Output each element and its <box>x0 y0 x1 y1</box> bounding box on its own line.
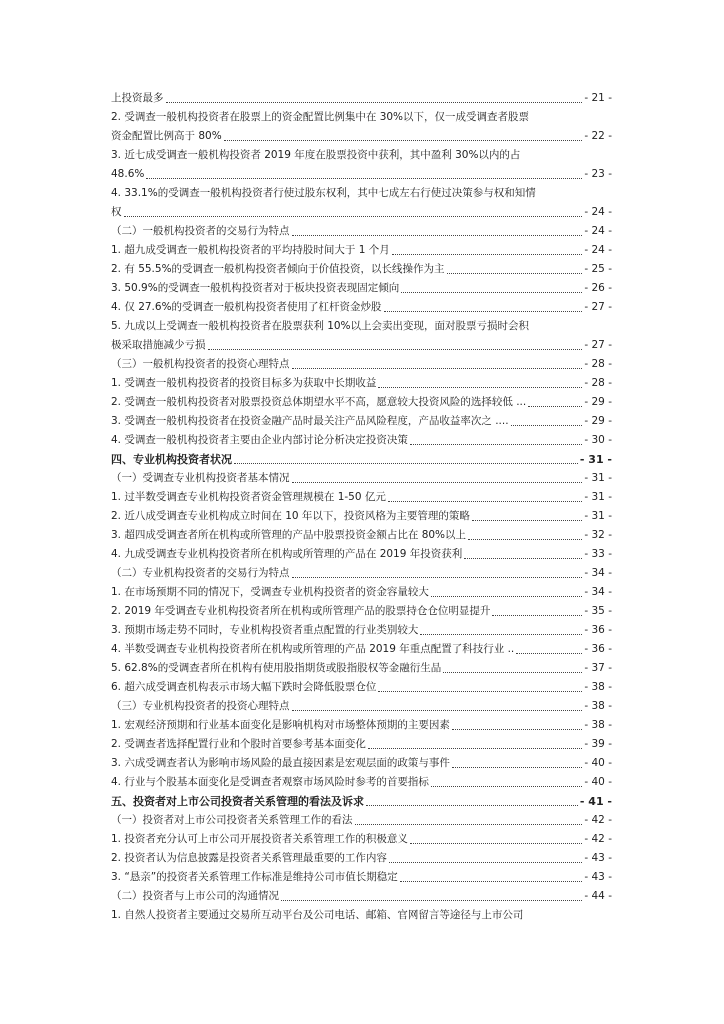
dot-leader <box>146 178 582 179</box>
toc-page-number: - 34 - <box>584 586 612 598</box>
toc-entry[interactable] <box>111 868 612 887</box>
toc-page-number: - 31 - <box>584 472 612 484</box>
toc-entry[interactable] <box>111 640 612 659</box>
toc-entry[interactable] <box>111 203 612 222</box>
dot-leader <box>292 482 583 483</box>
dot-leader <box>384 311 583 312</box>
toc-page-number: - 40 - <box>584 757 612 769</box>
toc-entry-title: （一）投资者对上市公司投资者关系管理工作的看法 <box>111 814 353 826</box>
toc-page-number: - 26 - <box>584 282 612 294</box>
dot-leader <box>452 767 583 768</box>
dot-leader <box>431 596 583 597</box>
dot-leader <box>166 102 583 103</box>
toc-entry[interactable] <box>111 374 612 393</box>
toc-entry[interactable] <box>111 830 612 849</box>
toc-entry[interactable] <box>111 317 612 336</box>
toc-entry[interactable] <box>111 431 612 450</box>
toc-page-number: - 39 - <box>584 738 612 750</box>
toc-entry-title: 3. 预期市场走势不同时，专业机构投资者重点配置的行业类别较大 <box>111 624 419 636</box>
toc-page-number: - 29 - <box>584 415 612 427</box>
dot-leader <box>511 425 583 426</box>
toc-entry[interactable] <box>111 469 612 488</box>
toc-page-number: - 31 - <box>579 453 612 466</box>
toc-entry[interactable] <box>111 298 612 317</box>
toc-page-number: - 36 - <box>584 624 612 636</box>
toc-page-number: - 28 - <box>584 358 612 370</box>
toc-entry-title: （一）受调查专业机构投资者基本情况 <box>111 472 290 484</box>
toc-entry-title: （二）一般机构投资者的交易行为特点 <box>111 225 290 237</box>
toc-entry[interactable] <box>111 678 612 697</box>
toc-page-number: - 24 - <box>584 244 612 256</box>
toc-entry-title: 四、专业机构投资者状况 <box>111 453 232 466</box>
toc-entry-title: 1. 在市场预期不同的情况下，受调查专业机构投资者的资金容量较大 <box>111 586 429 598</box>
toc-entry-title: 2. 受调查一般机构投资者对股票投资总体期望水平不高，愿意较大投资风险的选择较低 ... <box>111 396 527 408</box>
toc-entry-title: 3. “恳亲”的投资者关系管理工作标准是维持公司市值长期稳定 <box>111 871 398 883</box>
toc-entry[interactable] <box>111 545 612 564</box>
toc-entry-title: 1. 宏观经济预期和行业基本面变化是影响机构对市场整体预期的主要因素 <box>111 719 450 731</box>
toc-entry-title: 6. 超六成受调查机构表示市场大幅下跌时会降低股票仓位 <box>111 681 377 693</box>
dot-leader <box>355 824 583 825</box>
toc-page-number: - 38 - <box>584 681 612 693</box>
toc-entry[interactable] <box>111 260 612 279</box>
toc-entry[interactable] <box>111 355 612 374</box>
toc-page-number: - 24 - <box>584 225 612 237</box>
toc-entry[interactable] <box>111 89 612 108</box>
toc-page-number: - 23 - <box>584 168 612 180</box>
toc-entry[interactable] <box>111 849 612 868</box>
toc-entry-title: 4. 行业与个股基本面变化是受调查者观察市场风险时参考的首要指标 <box>111 776 429 788</box>
toc-entry-title: 极采取措施减少亏损 <box>111 339 206 351</box>
toc-entry[interactable] <box>111 279 612 298</box>
toc-page-number: - 38 - <box>584 700 612 712</box>
toc-entry-title: 3. 六成受调查者认为影响市场风险的最直接因素是宏观层面的政策与事件 <box>111 757 450 769</box>
toc-entry[interactable] <box>111 659 612 678</box>
dot-leader <box>366 805 578 806</box>
toc-page-number: - 42 - <box>584 833 612 845</box>
dot-leader <box>447 273 583 274</box>
toc-page-number: - 24 - <box>584 206 612 218</box>
toc-entry[interactable] <box>111 488 612 507</box>
toc-page-number: - 40 - <box>584 776 612 788</box>
dot-leader <box>224 140 583 141</box>
toc-page-number: - 29 - <box>584 396 612 408</box>
dot-leader <box>292 368 583 369</box>
dot-leader <box>492 615 582 616</box>
toc-page-number: - 28 - <box>584 377 612 389</box>
dot-leader <box>516 653 582 654</box>
toc-page-number: - 44 - <box>584 890 612 902</box>
toc-entry-title: 1. 自然人投资者主要通过交易所互动平台及公司电话、邮箱、官网留言等途径与上市公司 <box>111 909 524 921</box>
toc-page-number: - 43 - <box>584 852 612 864</box>
toc-entry-title: （二）专业机构投资者的交易行为特点 <box>111 567 290 579</box>
toc-entry[interactable] <box>111 450 612 469</box>
dot-leader <box>443 672 582 673</box>
toc-entry-title: 3. 近七成受调查一般机构投资者 2019 年度在股票投资中获利，其中盈利 30%以内的占 <box>111 149 521 161</box>
toc-page-number: - 43 - <box>584 871 612 883</box>
toc-entry[interactable] <box>111 165 612 184</box>
dot-leader <box>292 710 583 711</box>
toc-page-number: - 33 - <box>584 548 612 560</box>
toc-entry[interactable] <box>111 127 612 146</box>
toc-entry-title: （三）专业机构投资者的投资心理特点 <box>111 700 290 712</box>
toc-entry-title: 48.6% <box>111 168 145 180</box>
dot-leader <box>410 444 583 445</box>
toc-page-number: - 32 - <box>584 529 612 541</box>
dot-leader <box>468 539 582 540</box>
toc-entry[interactable] <box>111 108 612 127</box>
toc-entry[interactable] <box>111 792 612 811</box>
toc-entry-title: 资金配置比例高于 80% <box>111 130 222 142</box>
toc-entry[interactable] <box>111 564 612 583</box>
toc-entry[interactable] <box>111 336 612 355</box>
dot-leader <box>292 577 583 578</box>
toc-entry[interactable] <box>111 811 612 830</box>
toc-entry-title: 4. 九成受调查专业机构投资者所在机构或所管理的产品在 2019 年投资获利 <box>111 548 463 560</box>
dot-leader <box>368 748 583 749</box>
toc-page-number: - 30 - <box>584 434 612 446</box>
dot-leader <box>528 406 582 407</box>
toc-entry-title: 2. 近八成受调查专业机构成立时间在 10 年以下，投资风格为主要管理的策略 <box>111 510 470 522</box>
toc-entry[interactable] <box>111 602 612 621</box>
toc-entry[interactable] <box>111 184 612 203</box>
toc-entry-title: 2. 受调查一般机构投资者在股票上的资金配置比例集中在 30%以下，仅一成受调查者股票 <box>111 111 530 123</box>
dot-leader <box>389 862 583 863</box>
toc-entry[interactable] <box>111 412 612 431</box>
toc-page-number: - 31 - <box>584 491 612 503</box>
toc-page-number: - 27 - <box>584 339 612 351</box>
dot-leader <box>392 254 583 255</box>
toc-page-number: - 31 - <box>584 510 612 522</box>
dot-leader <box>378 387 582 388</box>
dot-leader <box>464 558 582 559</box>
toc-page-number: - 25 - <box>584 263 612 275</box>
toc-entry-title: 五、投资者对上市公司投资者关系管理的看法及诉求 <box>111 795 364 808</box>
toc-entry[interactable] <box>111 583 612 602</box>
dot-leader <box>410 843 583 844</box>
toc-page-number: - 37 - <box>584 662 612 674</box>
toc-entry[interactable] <box>111 887 612 906</box>
toc-entry[interactable] <box>111 526 612 545</box>
dot-leader <box>208 349 583 350</box>
toc-entry-title: 权 <box>111 206 122 218</box>
dot-leader <box>234 463 578 464</box>
toc-entry-title: （二）投资者与上市公司的沟通情况 <box>111 890 279 902</box>
toc-entry[interactable] <box>111 735 612 754</box>
toc-entry-title: 2. 2019 年受调查专业机构投资者所在机构或所管理产品的股票持仓仓位明显提升 <box>111 605 491 617</box>
table-of-contents <box>111 89 612 925</box>
dot-leader <box>431 786 583 787</box>
dot-leader <box>292 235 583 236</box>
dot-leader <box>472 520 582 521</box>
toc-entry[interactable] <box>111 697 612 716</box>
toc-entry[interactable] <box>111 507 612 526</box>
toc-entry[interactable] <box>111 716 612 735</box>
toc-entry-title: 4. 仅 27.6%的受调查一般机构投资者使用了杠杆资金炒股 <box>111 301 382 313</box>
toc-entry-title: 4. 33.1%的受调查一般机构投资者行使过股东权利，其中七成左右行使过决策参与权和知情 <box>111 187 536 199</box>
dot-leader <box>400 881 583 882</box>
dot-leader <box>281 900 582 901</box>
dot-leader <box>378 691 582 692</box>
toc-entry[interactable] <box>111 241 612 260</box>
toc-entry-title: 3. 50.9%的受调查一般机构投资者对于板块投资表现固定倾向 <box>111 282 400 294</box>
toc-entry[interactable] <box>111 393 612 412</box>
toc-entry-title: 1. 投资者充分认可上市公司开展投资者关系管理工作的积极意义 <box>111 833 408 845</box>
toc-page-number: - 22 - <box>584 130 612 142</box>
toc-entry-title: 4. 受调查一般机构投资者主要由企业内部讨论分析决定投资决策 <box>111 434 408 446</box>
toc-entry[interactable] <box>111 621 612 640</box>
dot-leader <box>401 292 582 293</box>
toc-page-number: - 42 - <box>584 814 612 826</box>
dot-leader <box>124 216 583 217</box>
toc-entry-title: 3. 超四成受调查者所在机构或所管理的产品中股票投资金额占比在 80%以上 <box>111 529 467 541</box>
dot-leader <box>420 634 582 635</box>
toc-entry-title: 上投资最多 <box>111 92 164 104</box>
toc-page-number: - 27 - <box>584 301 612 313</box>
toc-entry[interactable] <box>111 773 612 792</box>
dot-leader <box>452 729 583 730</box>
toc-entry[interactable] <box>111 146 612 165</box>
toc-page-number: - 41 - <box>579 795 612 808</box>
toc-entry-title: 2. 有 55.5%的受调查一般机构投资者倾向于价值投资，以长线操作为主 <box>111 263 445 275</box>
toc-entry-title: 5. 九成以上受调查一般机构投资者在股票获利 10%以上会卖出变现，面对股票亏损时会积 <box>111 320 530 332</box>
dot-leader <box>388 501 583 502</box>
toc-entry-title: 1. 超九成受调查一般机构投资者的平均持股时间大于 1 个月 <box>111 244 390 256</box>
toc-entry[interactable] <box>111 222 612 241</box>
toc-page-number: - 21 - <box>584 92 612 104</box>
toc-entry-title: 1. 受调查一般机构投资者的投资目标多为获取中长期收益 <box>111 377 377 389</box>
toc-entry-title: 5. 62.8%的受调查者所在机构有使用股指期货或股指股权等金融衍生品 <box>111 662 442 674</box>
toc-entry-title: 2. 受调查者选择配置行业和个股时首要参考基本面变化 <box>111 738 366 750</box>
toc-entry-title: 1. 过半数受调查专业机构投资者资金管理规模在 1-50 亿元 <box>111 491 386 503</box>
toc-entry-title: 4. 半数受调查专业机构投资者所在机构或所管理的产品 2019 年重点配置了科技行业 .. <box>111 643 515 655</box>
toc-page-number: - 36 - <box>584 643 612 655</box>
toc-entry-title: （三）一般机构投资者的投资心理特点 <box>111 358 290 370</box>
toc-entry[interactable] <box>111 754 612 773</box>
toc-entry-title: 3. 受调查一般机构投资者在投资金融产品时最关注产品风险程度，产品收益率次之 .... <box>111 415 509 427</box>
toc-entry[interactable] <box>111 906 612 925</box>
toc-page-number: - 35 - <box>584 605 612 617</box>
toc-page-number: - 34 - <box>584 567 612 579</box>
toc-page-number: - 38 - <box>584 719 612 731</box>
toc-entry-title: 2. 投资者认为信息披露是投资者关系管理最重要的工作内容 <box>111 852 387 864</box>
